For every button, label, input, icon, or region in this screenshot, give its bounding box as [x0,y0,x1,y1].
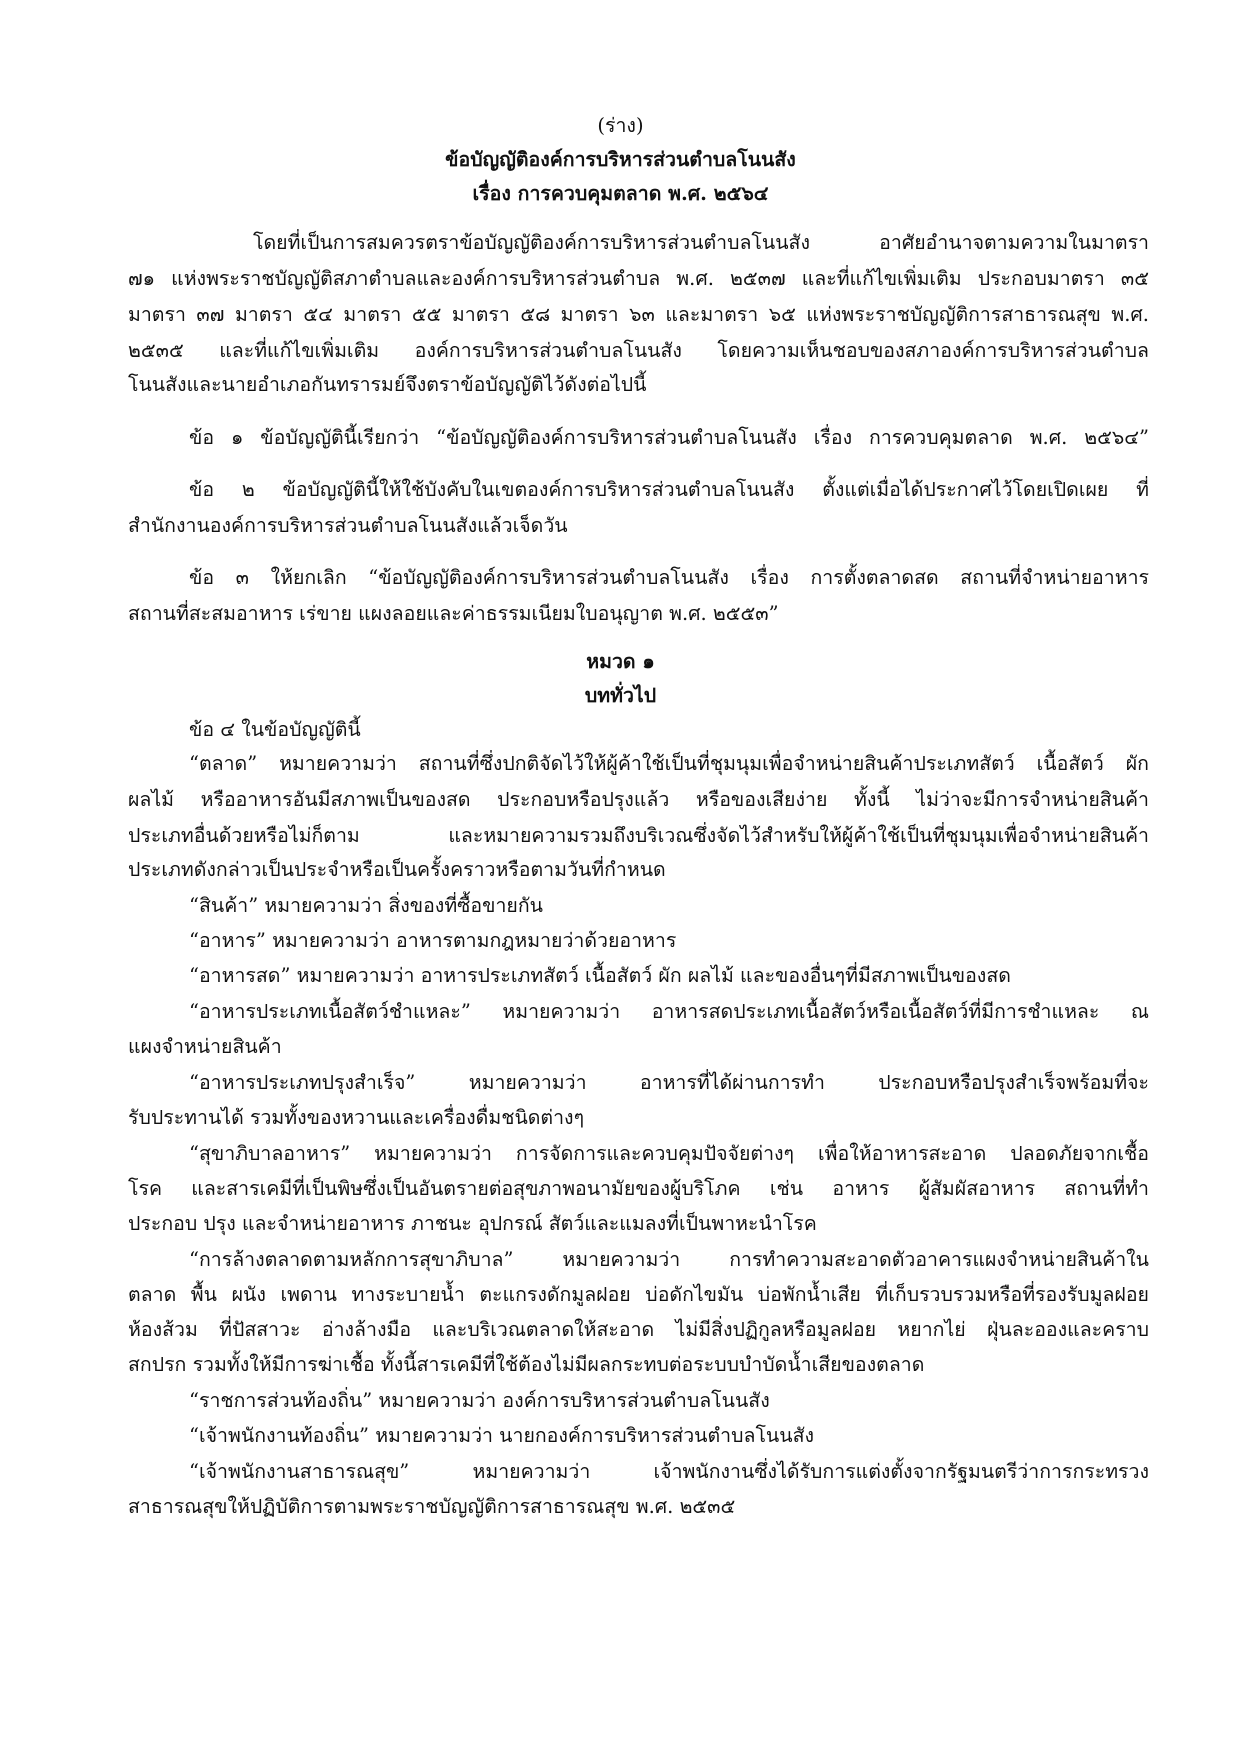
clause-3-line: ข้อ ๓ ให้ยกเลิก “ข้อบัญญัติองค์การบริหารส่วนตำบลโนนสัง เรื่อง การตั้งตลาดสด สถานที่จำหน่ายอาหาร [189,566,1149,589]
definition-butchered-meat-line: แผงจำหน่ายสินค้า [128,1035,282,1058]
clause-2-line: สำนักงานองค์การบริหารส่วนตำบลโนนสังแล้วเจ็ดวัน [128,514,568,537]
definition-butchered-meat-line: “อาหารประเภทเนื้อสัตว์ชำแหละ” หมายความว่า อาหารสดประเภทเนื้อสัตว์หรือเนื้อสัตว์ที่มีการชำแหละ ณ [189,1000,1149,1023]
definition-food-sanitation-line: โรค และสารเคมีที่เป็นพิษซึ่งเป็นอันตรายต่อสุขภาพอนามัยของผู้บริโภค เช่น อาหาร ผู้สัมผัสอาหาร สถานที่ทำ [128,1177,1149,1200]
definition-market-line: ผลไม้ หรืออาหารอันมีสภาพเป็นของสด ประกอบหรือปรุงแล้ว หรือของเสียง่าย ทั้งนี้ ไม่ว่าจะมีการจำหน่ายสินค้า [128,788,1149,811]
definition-ready-food-line: รับประทานได้ รวมทั้งของหวานและเครื่องดื่มชนิดต่างๆ [128,1106,585,1129]
definition-food-sanitation-line: ประกอบ ปรุง และจำหน่ายอาหาร ภาชนะ อุปกรณ์ สัตว์และแมลงที่เป็นพาหะนำโรค [128,1212,817,1235]
clause-4: ข้อ ๔ ในข้อบัญญัตินี้ [189,718,361,741]
definition-local-official: “เจ้าพนักงานท้องถิ่น” หมายความว่า นายกองค์การบริหารส่วนตำบลโนนสัง [189,1424,814,1447]
clause-2-line: ข้อ ๒ ข้อบัญญัตินี้ให้ใช้บังคับในเขตองค์การบริหารส่วนตำบลโนนสัง ตั้งแต่เมื่อได้ประกาศไว้โดยเปิดเผย ที่ [189,478,1149,501]
definition-ready-food-line: “อาหารประเภทปรุงสำเร็จ” หมายความว่า อาหารที่ได้ผ่านการทำ ประกอบหรือปรุงสำเร็จพร้อมที่จะ [189,1071,1149,1094]
definition-health-official-line: สาธารณสุขให้ปฏิบัติการตามพระราชบัญญัติการสาธารณสุข พ.ศ. ๒๕๓๕ [128,1495,736,1518]
draft-label: (ร่าง) [597,114,644,137]
preamble-line: ๒๕๓๕ และที่แก้ไขเพิ่มเติม องค์การบริหารส่วนตำบลโนนสัง โดยความเห็นชอบของสภาองค์การบริหารส่วนตำบล [128,339,1149,362]
definition-market-cleaning-line: ตลาด พื้น ผนัง เพดาน ทางระบายน้ำ ตะแกรงดักมูลฝอย บ่อดักไขมัน บ่อพักน้ำเสีย ที่เก็บรวบรวมหรือที่รองรับมูลฝอย [128,1283,1149,1306]
definition-market-cleaning-line: “การล้างตลาดตามหลักการสุขาภิบาล” หมายความว่า การทำความสะอาดตัวอาคารแผงจำหน่ายสินค้าใน [189,1248,1149,1271]
preamble-line: โนนสังและนายอำเภอกันทรารมย์จึงตราข้อบัญญัติไว้ดังต่อไปนี้ [128,373,647,396]
preamble-line: มาตรา ๓๗ มาตรา ๕๔ มาตรา ๕๕ มาตรา ๕๘ มาตรา ๖๓ และมาตรา ๖๕ แห่งพระราชบัญญัติการสาธารณสุข พ.ศ. [128,303,1149,326]
document-title: ข้อบัญญัติองค์การบริหารส่วนตำบลโนนสัง [445,148,796,171]
definition-goods: “สินค้า” หมายความว่า สิ่งของที่ซื้อขายกัน [189,894,543,917]
clause-1: ข้อ ๑ ข้อบัญญัตินี้เรียกว่า “ข้อบัญญัติองค์การบริหารส่วนตำบลโนนสัง เรื่อง การควบคุมตลาด พ.ศ. ๒๕๖๔” [189,426,1149,449]
document-subtitle: เรื่อง การควบคุมตลาด พ.ศ. ๒๕๖๔ [472,182,769,205]
definition-market-cleaning-line: ห้องส้วม ที่ปัสสาวะ อ่างล้างมือ และบริเวณตลาดให้สะอาด ไม่มีสิ่งปฏิกูลหรือมูลฝอย หยากไย่ ฝุ่นละอองและคราบ [128,1318,1149,1341]
definition-local-government: “ราชการส่วนท้องถิ่น” หมายความว่า องค์การบริหารส่วนตำบลโนนสัง [189,1389,770,1412]
definition-health-official-line: “เจ้าพนักงานสาธารณสุข” หมายความว่า เจ้าพนักงานซึ่งได้รับการแต่งตั้งจากรัฐมนตรีว่าการกระทรวง [189,1460,1149,1483]
preamble-line: โดยที่เป็นการสมควรตราข้อบัญญัติองค์การบริหารส่วนตำบลโนนสัง อาศัยอำนาจตามความในมาตรา [253,231,1149,254]
chapter-name: บททั่วไป [584,684,657,707]
clause-3-line: สถานที่สะสมอาหาร เร่ขาย แผงลอยและค่าธรรมเนียมใบอนุญาต พ.ศ. ๒๕๕๓” [128,602,779,625]
definition-food-sanitation-line: “สุขาภิบาลอาหาร” หมายความว่า การจัดการและควบคุมปัจจัยต่างๆ เพื่อให้อาหารสะอาด ปลอดภัยจากเชื้อ [189,1142,1149,1165]
chapter-number: หมวด ๑ [586,650,655,673]
definition-market-line: “ตลาด” หมายความว่า สถานที่ซึ่งปกติจัดไว้ให้ผู้ค้าใช้เป็นที่ชุมนุมเพื่อจำหน่ายสินค้าประเภทสัตว์ เนื้อสัตว์ ผัก [189,752,1149,775]
definition-market-cleaning-line: สกปรก รวมทั้งให้มีการฆ่าเชื้อ ทั้งนี้สารเคมีที่ใช้ต้องไม่มีผลกระทบต่อระบบบำบัดน้ำเสียของตลาด [128,1353,925,1376]
definition-fresh-food: “อาหารสด” หมายความว่า อาหารประเภทสัตว์ เนื้อสัตว์ ผัก ผลไม้ และของอื่นๆที่มีสภาพเป็นของสด [189,964,1011,987]
definition-market-line: ประเภทดังกล่าวเป็นประจำหรือเป็นครั้งคราวหรือตามวันที่กำหนด [128,858,666,881]
definition-market-line: ประเภทอื่นด้วยหรือไม่ก็ตาม และหมายความรวมถึงบริเวณซึ่งจัดไว้สำหรับให้ผู้ค้าใช้เป็นที่ชุมนุมเพื่อจำหน่ายสินค้า [128,824,1149,847]
definition-food: “อาหาร” หมายความว่า อาหารตามกฎหมายว่าด้วยอาหาร [189,929,677,952]
preamble-line: ๗๑ แห่งพระราชบัญญัติสภาตำบลและองค์การบริหารส่วนตำบล พ.ศ. ๒๕๓๗ และที่แก้ไขเพิ่มเติม ประกอบมาตรา ๓๕ [128,267,1149,290]
